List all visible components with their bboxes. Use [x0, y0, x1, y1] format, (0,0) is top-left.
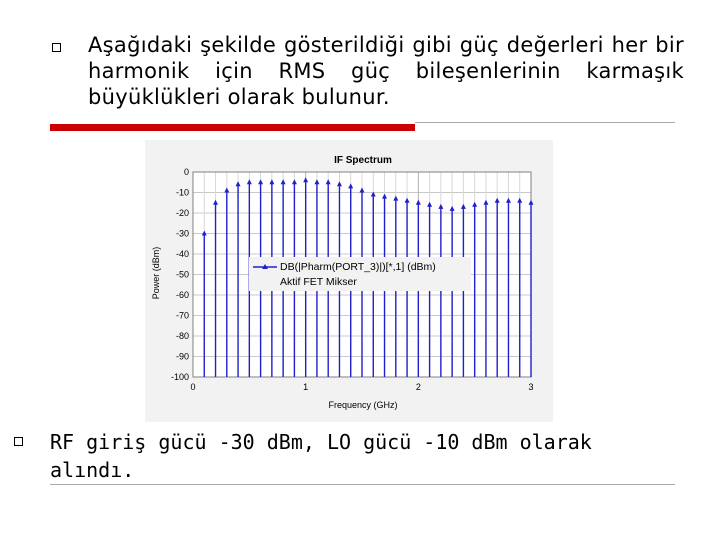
y-tick-label: -10	[175, 187, 189, 198]
y-tick-label: 0	[183, 167, 189, 177]
if-spectrum-chart	[145, 140, 553, 422]
bullet-text-1: Aşağıdaki şekilde gösterildiği gibi güç değerleri her bir harmonik için RMS güç bileşenlerinin karmaşık büyüklükleri olarak bulunur.	[88, 33, 684, 109]
bullet-marker-1	[52, 43, 61, 52]
divider-bottom	[50, 484, 675, 485]
y-tick-label: -50	[175, 269, 189, 280]
chart-title: IF Spectrum	[334, 155, 392, 166]
y-tick-label: -60	[175, 290, 189, 300]
x-tick-label: 2	[415, 382, 421, 392]
x-tick-label: 3	[528, 382, 534, 392]
divider-top	[415, 122, 675, 123]
x-tick-label: 0	[190, 382, 196, 392]
chart-svg	[145, 140, 553, 422]
y-tick-label: -40	[175, 249, 189, 259]
accent-rule	[50, 124, 415, 131]
y-tick-label: -70	[175, 310, 189, 321]
y-tick-label: -100	[170, 372, 189, 382]
y-axis-label: Power (dBm)	[151, 246, 161, 300]
x-axis-label: Frequency (GHz)	[328, 400, 398, 410]
legend-entry-2: Aktif FET Mikser	[280, 276, 357, 288]
legend-entry-1: DB(|Pharm(PORT_3)|)[*,1] (dBm)	[280, 261, 436, 273]
y-tick-label: -30	[175, 228, 189, 239]
bullet-text-2: RF giriş gücü -30 dBm, LO gücü -10 dBm olarak alındı.	[50, 430, 592, 482]
y-tick-label: -20	[175, 208, 189, 218]
y-tick-label: -80	[175, 331, 189, 341]
bullet-marker-2	[14, 437, 23, 446]
y-tick-label: -90	[175, 351, 189, 362]
x-tick-label: 1	[303, 382, 309, 392]
